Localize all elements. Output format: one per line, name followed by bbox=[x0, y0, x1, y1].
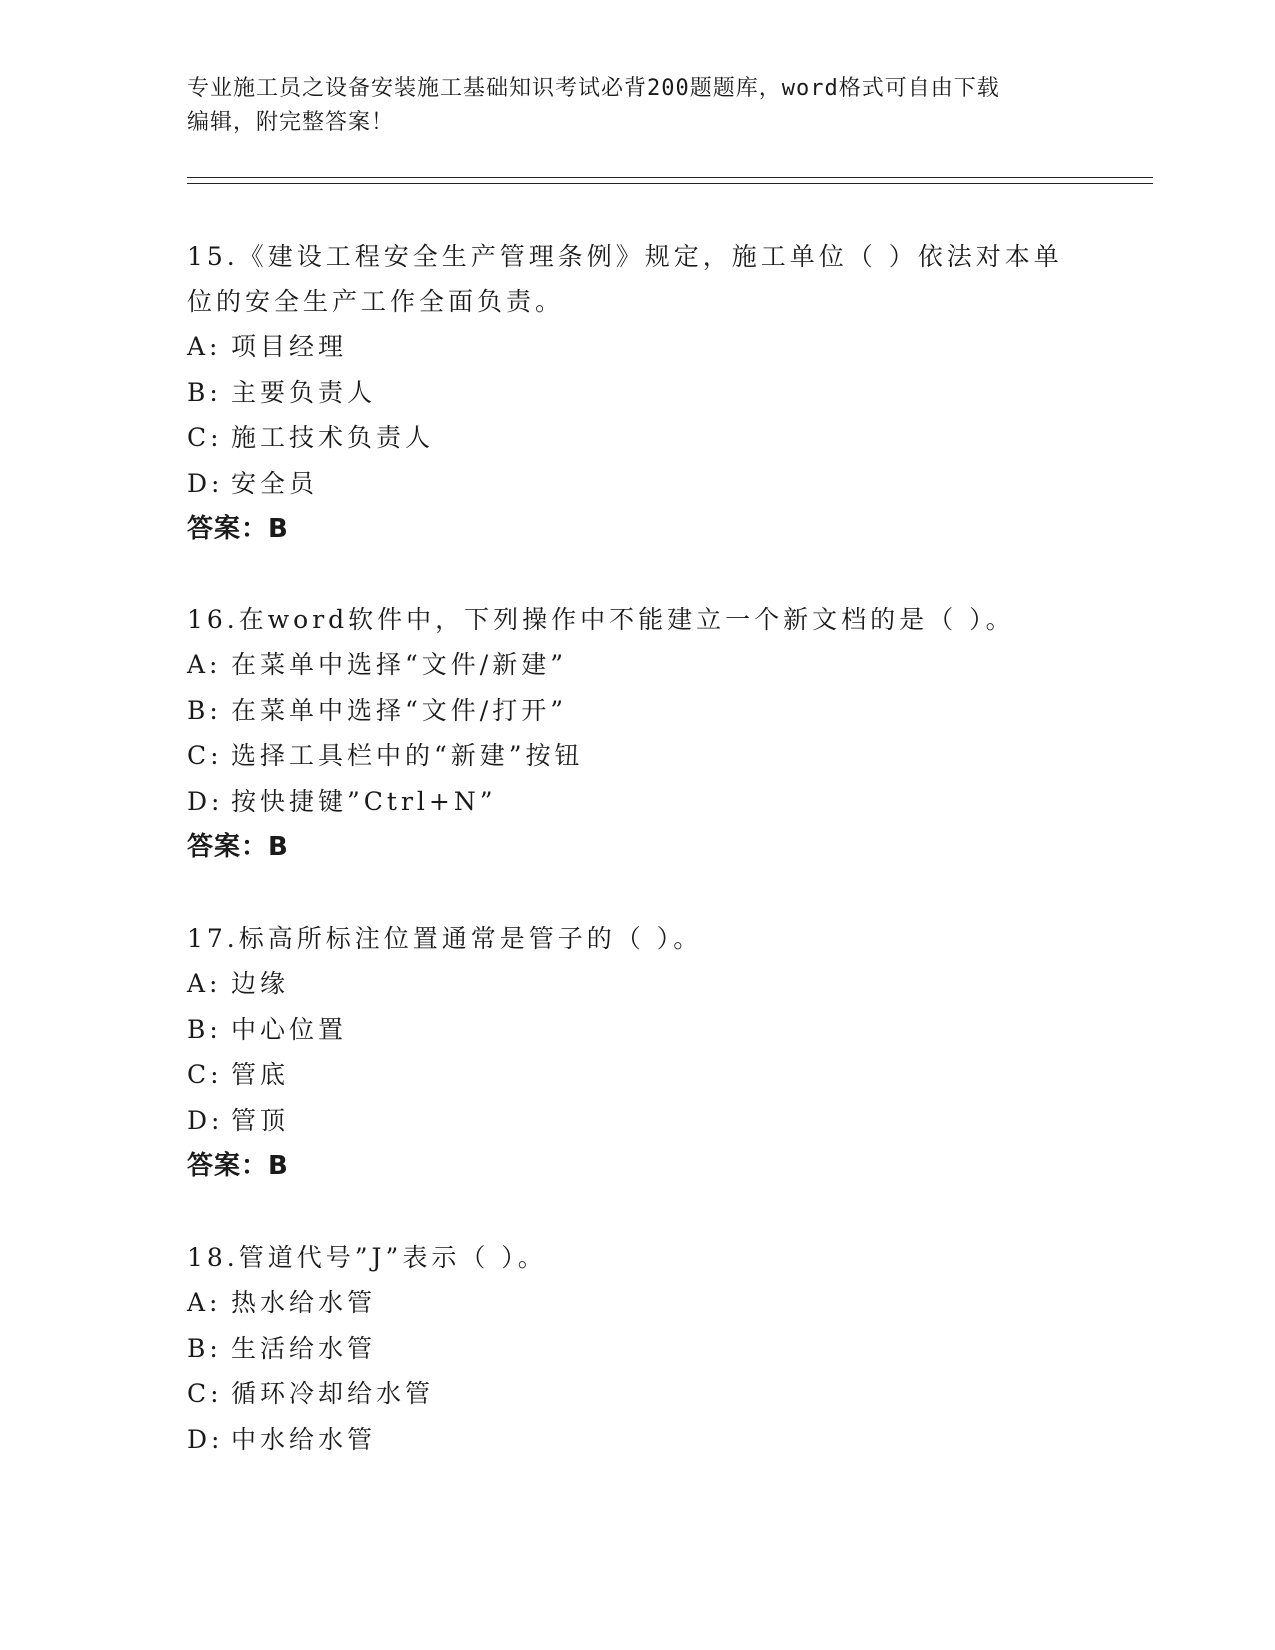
option-key: B: bbox=[187, 1014, 222, 1044]
question-17 bbox=[187, 916, 1087, 1189]
option-text: 按快捷键”Ctrl+N” bbox=[231, 786, 497, 816]
question-stem-line-1: 18.管道代号”J”表示（ ）。 bbox=[187, 1243, 547, 1272]
option-key: A: bbox=[187, 969, 222, 998]
question-16 bbox=[187, 597, 1087, 870]
option-text: 安全员 bbox=[231, 468, 319, 498]
option-a bbox=[187, 642, 1087, 688]
option-d bbox=[187, 1417, 1087, 1463]
option-d bbox=[187, 1098, 1087, 1144]
option-text: 生活给水管 bbox=[231, 1333, 377, 1363]
option-text: 主要负责人 bbox=[231, 377, 377, 407]
option-a bbox=[187, 1280, 1087, 1326]
question-stem-line-1: 15.《建设工程安全生产管理条例》规定，施工单位（ ）依法对本单 bbox=[187, 242, 1063, 271]
answer-label: 答案：B bbox=[187, 832, 289, 862]
option-a bbox=[187, 324, 1087, 370]
option-key: C: bbox=[187, 1060, 223, 1089]
option-text: 中水给水管 bbox=[231, 1424, 377, 1454]
answer-label: 答案：B bbox=[187, 514, 289, 544]
option-b bbox=[187, 688, 1087, 734]
option-key: C: bbox=[187, 741, 223, 770]
option-text: 热水给水管 bbox=[231, 1288, 377, 1317]
option-b bbox=[187, 1007, 1087, 1053]
option-text: 边缘 bbox=[231, 969, 290, 998]
option-b bbox=[187, 370, 1087, 416]
option-text: 项目经理 bbox=[231, 332, 348, 361]
document-header bbox=[187, 72, 1087, 140]
option-text: 循环冷却给水管 bbox=[231, 1379, 435, 1408]
option-c bbox=[187, 415, 1087, 461]
option-key: A: bbox=[187, 1288, 222, 1317]
option-key: C: bbox=[187, 423, 223, 452]
option-key: D: bbox=[187, 786, 224, 816]
option-key: A: bbox=[187, 332, 222, 361]
option-text: 施工技术负责人 bbox=[231, 423, 435, 452]
option-text: 管顶 bbox=[231, 1105, 290, 1135]
header-divider-bottom bbox=[187, 183, 1153, 184]
option-key: D: bbox=[187, 1424, 224, 1454]
option-d bbox=[187, 779, 1087, 825]
option-key: B: bbox=[187, 377, 222, 407]
header-divider-top bbox=[187, 177, 1153, 178]
option-text: 选择工具栏中的“新建”按钮 bbox=[231, 741, 584, 770]
option-key: C: bbox=[187, 1379, 223, 1408]
option-d bbox=[187, 461, 1087, 507]
option-text: 在菜单中选择“文件/打开” bbox=[231, 695, 567, 725]
question-stem-line-1: 16.在word软件中，下列操作中不能建立一个新文档的是（ ）。 bbox=[187, 605, 1015, 634]
option-key: D: bbox=[187, 468, 224, 498]
option-a bbox=[187, 961, 1087, 1007]
question-stem-line-2: 位的安全生产工作全面负责。 bbox=[187, 287, 565, 316]
question-18 bbox=[187, 1235, 1087, 1462]
option-key: A: bbox=[187, 650, 222, 679]
option-text: 在菜单中选择“文件/新建” bbox=[231, 650, 567, 679]
option-b bbox=[187, 1326, 1087, 1372]
option-key: D: bbox=[187, 1105, 224, 1135]
answer-label: 答案：B bbox=[187, 1151, 289, 1181]
option-c bbox=[187, 733, 1087, 779]
option-key: B: bbox=[187, 1333, 222, 1363]
option-text: 管底 bbox=[231, 1060, 290, 1089]
question-15 bbox=[187, 234, 1087, 552]
option-text: 中心位置 bbox=[231, 1014, 348, 1044]
option-key: B: bbox=[187, 695, 222, 725]
question-stem-line-1: 17.标高所标注位置通常是管子的（ ）。 bbox=[187, 924, 703, 953]
option-c bbox=[187, 1371, 1087, 1417]
header-line-1: 专业施工员之设备安装施工基础知识考试必背200题题库，word格式可自由下载 bbox=[187, 76, 1000, 101]
option-c bbox=[187, 1052, 1087, 1098]
header-line-2: 编辑，附完整答案！ bbox=[187, 110, 395, 135]
